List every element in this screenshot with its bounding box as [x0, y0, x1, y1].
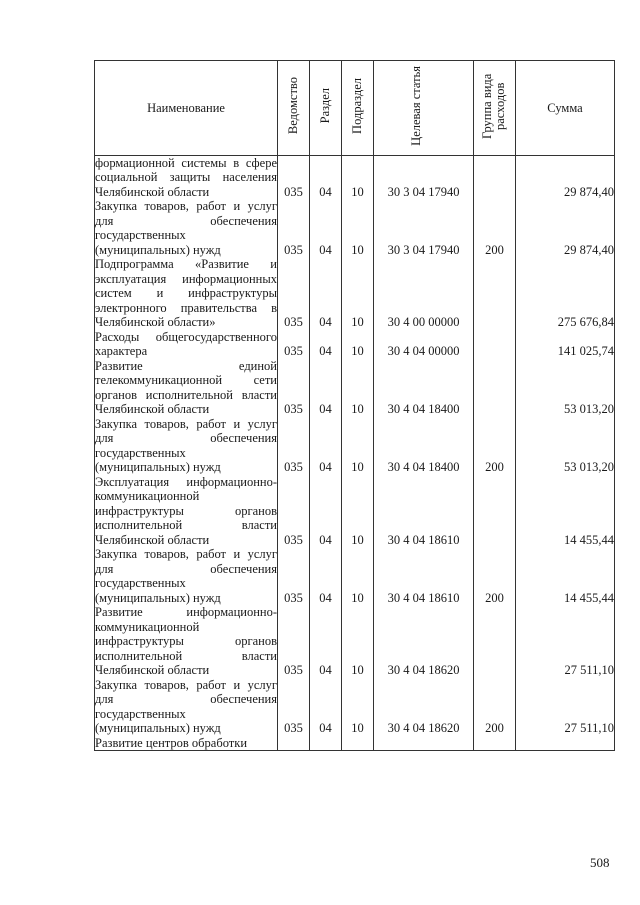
cell-name: Закупка товаров, работ и услуг для обеспечения государственных (муниципальных) нужд — [95, 547, 277, 605]
cell-tselevaya-statya: 30 4 04 18610 — [374, 475, 474, 548]
cell-razdel: 04 — [310, 547, 342, 605]
budget-table-body — [95, 155, 615, 751]
cell-podrazdel: 10 — [342, 257, 374, 330]
table-row — [95, 547, 615, 605]
cell-vedomstvo: 035 — [278, 605, 310, 678]
table-row — [95, 257, 615, 330]
table-row — [95, 155, 615, 199]
cell-podrazdel: 10 — [342, 330, 374, 359]
cell-gruppa-vida-raskhodov — [474, 155, 516, 199]
cell-razdel: 04 — [310, 257, 342, 330]
cell-podrazdel: 10 — [342, 359, 374, 417]
cell-gruppa-vida-raskhodov — [474, 330, 516, 359]
cell-summa: 53 013,20 — [516, 417, 615, 475]
table-row — [95, 605, 615, 678]
cell-razdel: 04 — [310, 359, 342, 417]
header-vedomstvo: Ведомство — [278, 61, 310, 156]
cell-vedomstvo: 035 — [278, 359, 310, 417]
cell-razdel: 04 — [310, 475, 342, 548]
cell-tselevaya-statya: 30 4 04 00000 — [374, 330, 474, 359]
cell-gruppa-vida-raskhodov: 200 — [474, 199, 516, 257]
cell-gruppa-vida-raskhodov — [474, 475, 516, 548]
cell-tselevaya-statya: 30 4 04 18610 — [374, 547, 474, 605]
cell-vedomstvo: 035 — [278, 417, 310, 475]
cell-summa: 27 511,10 — [516, 605, 615, 678]
cell-razdel: 04 — [310, 605, 342, 678]
cell-name: Развитие единой телекоммуникационной сети органов исполнительной власти Челябинской области — [95, 358, 277, 416]
cell-tselevaya-statya: 30 4 04 18400 — [374, 359, 474, 417]
table-row — [95, 330, 615, 359]
cell-name: Развитие центров обработки — [95, 736, 278, 751]
cell-gruppa-vida-raskhodov — [474, 359, 516, 417]
cell-name: Развитие информационно-коммуникационной инфраструктуры органов исполнительной власти Челябинской области — [95, 605, 277, 677]
cell-gruppa-vida-raskhodov — [474, 257, 516, 330]
budget-table — [94, 60, 615, 751]
cell-summa: 27 511,10 — [516, 678, 615, 736]
cell-podrazdel: 10 — [342, 547, 374, 605]
page-number: 508 — [590, 855, 610, 870]
header-gruppa-vida-raskhodov: Группа вида расходов — [474, 61, 516, 156]
table-row — [95, 678, 615, 736]
cell-name: Расходы общегосударственного характера — [95, 329, 277, 358]
cell-vedomstvo: 035 — [278, 475, 310, 548]
cell-tselevaya-statya: 30 3 04 17940 — [374, 199, 474, 257]
cell-summa — [516, 736, 615, 751]
cell-name: Закупка товаров, работ и услуг для обеспечения государственных (муниципальных) нужд — [95, 416, 277, 474]
header-podrazdel: Подраздел — [342, 61, 374, 156]
cell-podrazdel: 10 — [342, 155, 374, 199]
cell-podrazdel: 10 — [342, 475, 374, 548]
cell-podrazdel: 10 — [342, 417, 374, 475]
cell-razdel: 04 — [310, 417, 342, 475]
cell-gruppa-vida-raskhodov — [474, 736, 516, 751]
cell-razdel — [310, 736, 342, 751]
cell-tselevaya-statya: 30 4 04 18400 — [374, 417, 474, 475]
cell-name: формационной системы в сфере социальной защиты населения Челябинской области — [95, 155, 277, 199]
cell-gruppa-vida-raskhodov: 200 — [474, 678, 516, 736]
header-summa: Сумма — [516, 61, 615, 156]
cell-tselevaya-statya: 30 4 04 18620 — [374, 605, 474, 678]
table-row — [95, 736, 615, 751]
cell-gruppa-vida-raskhodov: 200 — [474, 547, 516, 605]
table-row — [95, 475, 615, 548]
cell-razdel: 04 — [310, 678, 342, 736]
cell-tselevaya-statya: 30 4 00 00000 — [374, 257, 474, 330]
header-tselevaya-statya: Целевая статья — [374, 61, 474, 156]
cell-name: Закупка товаров, работ и услуг для обеспечения государственных (муниципальных) нужд — [95, 199, 277, 257]
cell-tselevaya-statya: 30 3 04 17940 — [374, 155, 474, 199]
cell-tselevaya-statya — [374, 736, 474, 751]
cell-gruppa-vida-raskhodov: 200 — [474, 417, 516, 475]
cell-summa: 29 874,40 — [516, 155, 615, 199]
cell-summa: 141 025,74 — [516, 330, 615, 359]
header-razdel: Раздел — [310, 61, 342, 156]
cell-vedomstvo: 035 — [278, 199, 310, 257]
cell-summa: 29 874,40 — [516, 199, 615, 257]
cell-summa: 53 013,20 — [516, 359, 615, 417]
cell-name: Подпрограмма «Развитие и эксплуатация информационных систем и инфраструктуры электронного правительства в Челябинской области» — [95, 257, 277, 329]
cell-vedomstvo: 035 — [278, 155, 310, 199]
cell-name: Эксплуатация информационно-коммуникационной инфраструктуры органов исполнительной власти Челябинской области — [95, 474, 277, 547]
cell-vedomstvo: 035 — [278, 678, 310, 736]
cell-summa: 275 676,84 — [516, 257, 615, 330]
cell-summa: 14 455,44 — [516, 547, 615, 605]
cell-summa: 14 455,44 — [516, 475, 615, 548]
cell-razdel: 04 — [310, 155, 342, 199]
cell-razdel: 04 — [310, 199, 342, 257]
cell-podrazdel: 10 — [342, 605, 374, 678]
cell-podrazdel: 10 — [342, 678, 374, 736]
cell-vedomstvo: 035 — [278, 547, 310, 605]
cell-vedomstvo: 035 — [278, 257, 310, 330]
cell-razdel: 04 — [310, 330, 342, 359]
table-row — [95, 359, 615, 417]
table-row — [95, 417, 615, 475]
cell-name: Закупка товаров, работ и услуг для обеспечения государственных (муниципальных) нужд — [95, 677, 277, 735]
cell-podrazdel — [342, 736, 374, 751]
header-name: Наименование — [95, 61, 278, 156]
cell-tselevaya-statya: 30 4 04 18620 — [374, 678, 474, 736]
table-row — [95, 199, 615, 257]
cell-podrazdel: 10 — [342, 199, 374, 257]
cell-vedomstvo: 035 — [278, 330, 310, 359]
cell-vedomstvo — [278, 736, 310, 751]
header-row — [95, 61, 615, 156]
cell-gruppa-vida-raskhodov — [474, 605, 516, 678]
